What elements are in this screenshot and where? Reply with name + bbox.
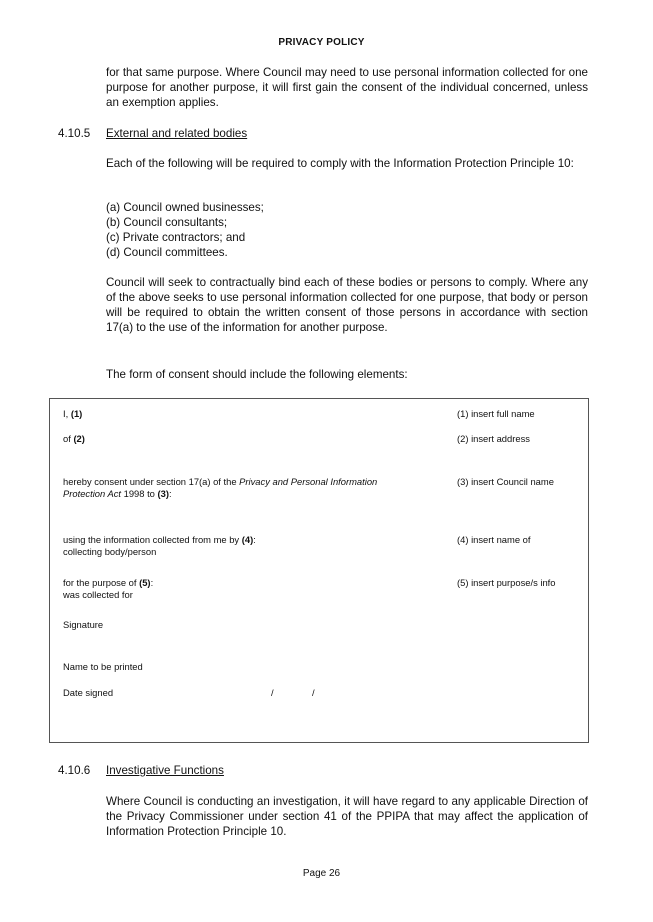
- intro-paragraph: for that same purpose. Where Council may need to use personal information collected for one purpose for another purpose, it will first gain the consent of the individual concerned, unless an exemption applies.: [106, 66, 588, 109]
- section-4105-paragraph-2: Council will seek to contractually bind each of these bodies or persons to comply. Where any of the above seeks to use personal information collected for one purpose, that body or person will be required to obtain the written consent of those persons in accordance with section 17(a) to the use of the information for another purpose.: [106, 276, 588, 334]
- form-hint-purpose: (5) insert purpose/s info: [457, 577, 556, 588]
- section-number-4105: 4.10.5: [58, 127, 91, 140]
- date-separator: /: [271, 687, 274, 698]
- list-item: (b) Council consultants;: [106, 216, 228, 229]
- form-row-address: of (2): [63, 433, 85, 444]
- consultant-list: [106, 200, 264, 260]
- form-hint-name: (1) insert full name: [457, 408, 535, 419]
- consent-form-box: [49, 398, 589, 743]
- list-item: (a) Council owned businesses;: [106, 201, 264, 214]
- section-title-4106: Investigative Functions: [106, 764, 224, 777]
- section-4105-paragraph-3: The form of consent should include the following elements:: [106, 368, 408, 381]
- list-item: (d) Council committees.: [106, 246, 228, 259]
- form-signature-label: Signature: [63, 619, 104, 630]
- form-row-purpose: for the purpose of (5): was collected for: [63, 577, 154, 600]
- section-number-4106: 4.10.6: [58, 764, 91, 777]
- form-row-collector: using the information collected from me by (4): collecting body/person: [63, 534, 256, 557]
- form-hint-collector: (4) insert name of: [457, 534, 531, 545]
- form-date-signed-label: Date signed: [63, 687, 114, 698]
- page-header: PRIVACY POLICY: [278, 37, 365, 48]
- date-separator: /: [312, 687, 315, 698]
- page-number: Page 26: [302, 868, 341, 879]
- form-hint-council: (3) insert Council name: [457, 476, 554, 487]
- form-row-name: I, (1): [63, 408, 83, 419]
- form-hint-address: (2) insert address: [457, 433, 530, 444]
- section-title-4105: External and related bodies: [106, 127, 248, 140]
- section-4106-paragraph: Where Council is conducting an investigation, it will have regard to any applicable Direction of the Privacy Commissioner under section 41 of the PPIPA that may affect the application of Information Protection Principle 10.: [106, 795, 588, 838]
- list-item: (c) Private contractors; and: [106, 231, 246, 244]
- form-row-consent: hereby consent under section 17(a) of the Privacy and Personal Information Protection Act 1998 to (3):: [63, 476, 378, 499]
- form-name-printed-label: Name to be printed: [63, 661, 143, 672]
- section-4105-paragraph-1: Each of the following will be required to comply with the Information Protection Principle 10:: [106, 157, 574, 170]
